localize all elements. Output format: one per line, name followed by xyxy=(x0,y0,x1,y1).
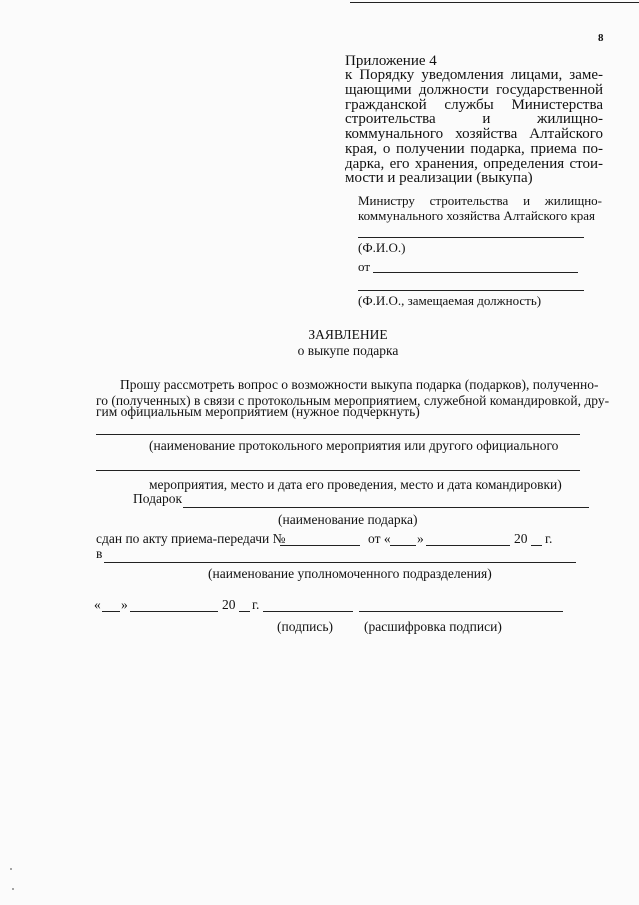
addressee-line-2: коммунального хозяйства Алтайского края xyxy=(358,208,596,223)
statement-subtitle: о выкупе подарка xyxy=(297,343,399,358)
appendix-line: края, о получении подарка, приема по- xyxy=(345,141,603,157)
act-quote-close: » xyxy=(417,531,424,546)
appendix-title: Приложение 4 xyxy=(345,53,437,69)
act-from: от « xyxy=(368,531,391,546)
decoding-line[interactable] xyxy=(359,611,563,612)
date-month-line[interactable] xyxy=(130,611,218,612)
addressee-line-1: Министру строительства и жилищно- xyxy=(358,193,602,208)
act-prefix: сдан по акту приема-передачи № xyxy=(96,531,286,546)
top-edge-line xyxy=(350,2,639,3)
scan-speck xyxy=(12,888,14,890)
page-number: 8 xyxy=(598,32,604,44)
paragraph-line-3: гим официальным мероприятием (нужное подчеркнуть) xyxy=(96,404,420,419)
appendix-line: дарка, его хранения, определения стои- xyxy=(345,156,603,172)
from-label: от xyxy=(358,259,371,274)
signature-line[interactable] xyxy=(263,611,353,612)
appendix-line: строительства и жилищно- xyxy=(345,111,603,127)
act-year-line[interactable] xyxy=(531,545,542,546)
caption-event-2: мероприятия, место и дата его проведения, место и дата командировки) xyxy=(149,477,562,492)
paragraph-line-2: го (полученных) в связи с протокольным мероприятием, служебной командировкой, дру- xyxy=(96,393,610,408)
caption-decoding: (расшифровка подписи) xyxy=(364,619,502,634)
appendix-line: к Порядку уведомления лицами, заме- xyxy=(345,67,603,83)
statement-title: ЗАЯВЛЕНИЕ xyxy=(308,327,388,342)
date-year-line[interactable] xyxy=(239,611,250,612)
date-year: 20 xyxy=(222,597,236,612)
gift-label: Подарок xyxy=(133,491,183,506)
date-day-line[interactable] xyxy=(102,611,120,612)
act-day-line[interactable] xyxy=(390,545,416,546)
scan-speck xyxy=(10,868,12,870)
act-year: 20 xyxy=(514,531,528,546)
caption-signature: (подпись) xyxy=(277,619,334,634)
in-label: в xyxy=(96,546,103,561)
caption-event-1: (наименование протокольного мероприятия или другого официального xyxy=(149,438,559,453)
fio-position-label: (Ф.И.О., замещаемая должность) xyxy=(358,293,542,308)
paragraph-line-1: Прошу рассмотреть вопрос о возможности выкупа подарка (подарков), полученно- xyxy=(120,377,599,392)
fio-label: (Ф.И.О.) xyxy=(358,240,406,255)
caption-department: (наименование уполномоченного подразделения) xyxy=(208,566,492,581)
act-month-line[interactable] xyxy=(426,545,510,546)
event-line-1[interactable] xyxy=(96,434,580,435)
act-number-line[interactable] xyxy=(280,545,360,546)
caption-gift: (наименование подарка) xyxy=(278,512,418,527)
appendix-line: щающими должности государственной xyxy=(345,82,603,98)
date-close-quote: » xyxy=(121,597,128,612)
from-fio-line[interactable] xyxy=(373,272,578,273)
addressee-fio-line[interactable] xyxy=(358,237,584,238)
act-year-suffix: г. xyxy=(545,531,553,546)
appendix-line: мости и реализации (выкупа) xyxy=(345,170,533,186)
appendix-line: гражданской службы Министерства xyxy=(345,97,603,113)
gift-line[interactable] xyxy=(183,507,589,508)
event-line-2[interactable] xyxy=(96,470,580,471)
date-open-quote: « xyxy=(94,597,101,612)
appendix-line: коммунального хозяйства Алтайского xyxy=(345,126,603,142)
department-line[interactable] xyxy=(104,562,576,563)
position-line[interactable] xyxy=(358,290,584,291)
date-year-suffix: г. xyxy=(252,597,260,612)
